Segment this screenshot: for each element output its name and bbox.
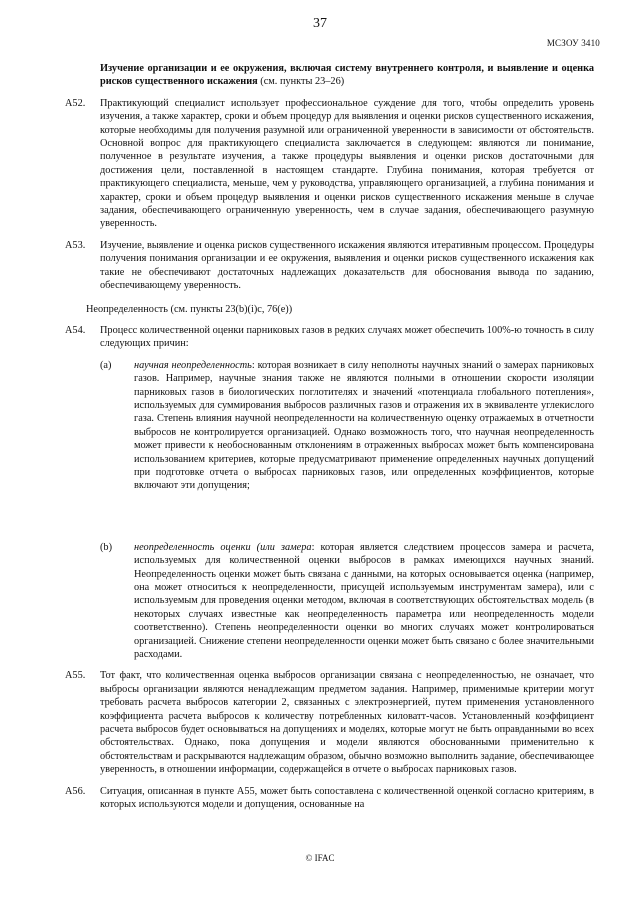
spacer: [100, 493, 594, 533]
subparagraph-term: научная неопределенность: [134, 359, 252, 371]
paragraph-text: Тот факт, что количественная оценка выбросов организации связана с неопределенностью, не означает, что выбросы организации являются ненадлежащим предметом задания. Например, применимые критерии могут требовать расчета выбросов категории 2, связанных с электроэнергией, путем применения установленного коэффициента расчета выбросов к количеству потребленных киловатт-часов. Установленный коэффициент расчета выбросов будет основываться на допущениях и моделях, которые могут не быть оправданными во всех обстоятельствах. Однако, пока допущения и модели являются обоснованными применительно к обстоятельствам и раскрываются надлежащим образом, обычно возможно выполнить задание, обеспечивающее уверенность, в отношении информации, содержащейся в отчете о выбросах парниковых газов.: [100, 670, 594, 776]
subparagraph-a: [100, 359, 594, 493]
section-heading: [100, 62, 594, 89]
document-code: МСЗОУ 3410: [546, 38, 600, 48]
paragraph-number: A54.: [65, 324, 86, 336]
section-heading-ref: (см. пункты 23–26): [257, 76, 345, 88]
paragraph-number: A52.: [65, 97, 86, 109]
paragraph-a52: [65, 97, 594, 231]
paragraph-number: A56.: [65, 785, 86, 797]
uncertainty-subheading: Неопределенность (см. пункты 23(b)(i)c, 76(e)): [86, 303, 293, 315]
paragraph-number: A55.: [65, 670, 86, 682]
paragraph-a55: [65, 669, 594, 776]
paragraph-text: Изучение, выявление и оценка рисков существенного искажения являются итеративным процессом. Процедуры получения понимания организации и ее окружения, выявления и оценки рисков существенного искажения как такие не обеспечивают достаточных надлежащих доказательств для обоснования вывода по заданию, обеспечивающему уверенность.: [100, 239, 594, 292]
paragraph-number: A53.: [65, 239, 86, 251]
subparagraph-term: неопределенность оценки (или замера: [134, 541, 312, 553]
section-heading-title: Изучение организации и ее окружения, включая систему внутреннего контроля, и выявление и оценка рисков существенного искажения: [100, 63, 594, 88]
page-number: 37: [313, 16, 327, 31]
paragraph-a54: [65, 324, 594, 351]
subparagraph-body: : которая является следствием процессов замера и расчета, используемых для количественной оценки выбросов в рамках имеющихся научных знаний. Неопределенность оценки может быть связана с данными, на которых основывается оценка (например, она может относиться к неопределенности, присущей используемым инструментам замера), или с используемым для проведения оценки методом, включая в соответствующих обстоятельствах модель (в некоторых случаях известные как неопределенность параметра или неопределенность модели соответственно). Степень неопределенности оценки во многих случаях может контролироваться организацией. Снижение степени неопределенности оценки может быть связано с более значительными расходами.: [134, 541, 594, 661]
paragraph-a53: [65, 239, 594, 293]
document-body: [65, 62, 594, 812]
footer-copyright: © IFAC: [305, 853, 335, 863]
subparagraph-letter: (a): [100, 359, 112, 371]
subparagraph-body: : которая возникает в силу неполноты научных знаний о замерах парниковых газов. Например, научные знания также не являются полными в отношении скорости изоляции парниковых газов в биологических поглотителях и значений «потенциала глобального потепления», используемых для суммирования выбросов различных газов и отражения их в эквиваленте углекислого газа. Степень влияния научной неопределенности на количественную оценку отражаемых в отчетности выбросов не контролируется организацией. Однако возможность того, что научная неопределенность может привести к необоснованным отклонениям в отраженных выбросах может быть компенсирована использованием критериев, которые предусматривают применение определенных научных допущений при подготовке отчета о выбросах парниковых газов, или определенных коэффициентов, которые включают эти допущения;: [134, 359, 594, 492]
paragraph-text: Практикующий специалист использует профессиональное суждение для того, чтобы определить уровень изучения, а также характер, сроки и объем процедур для выявления и оценки рисков существенного искажения, которые необходимы для получения разумной или ограниченной уверенности в зависимости от обстоятельств. Основной вопрос для практикующего специалиста заключается в следующем: являются ли понимание, полученное в результате изучения, а также процедуры выявления и оценки рисков достаточными для достижения цели, поставленной в настоящем стандарте. Глубина понимания, которая требуется от практикующего специалиста, меньше, чем у руководства, управляющего организацией, а глубина понимания и характер, сроки и объем процедур выявления и оценки рисков существенного искажения меньше в случае задания, обеспечивающего ограниченную уверенность, чем в случае задания, обеспечивающего разумную уверенность.: [100, 97, 594, 230]
paragraph-a56: [65, 785, 594, 812]
subparagraph-letter: (b): [100, 541, 113, 553]
paragraph-text: Ситуация, описанная в пункте А55, может быть сопоставлена с количественной оценкой согласно критериям, в которых используются модели и допущения, основанные на: [100, 785, 594, 811]
subparagraph-text: [134, 541, 594, 662]
subparagraph-b: [100, 541, 594, 662]
subparagraph-text: [134, 359, 594, 493]
paragraph-text: Процесс количественной оценки парниковых газов в редких случаях может обеспечить 100%-ю точность в силу следующих причин:: [100, 324, 594, 350]
